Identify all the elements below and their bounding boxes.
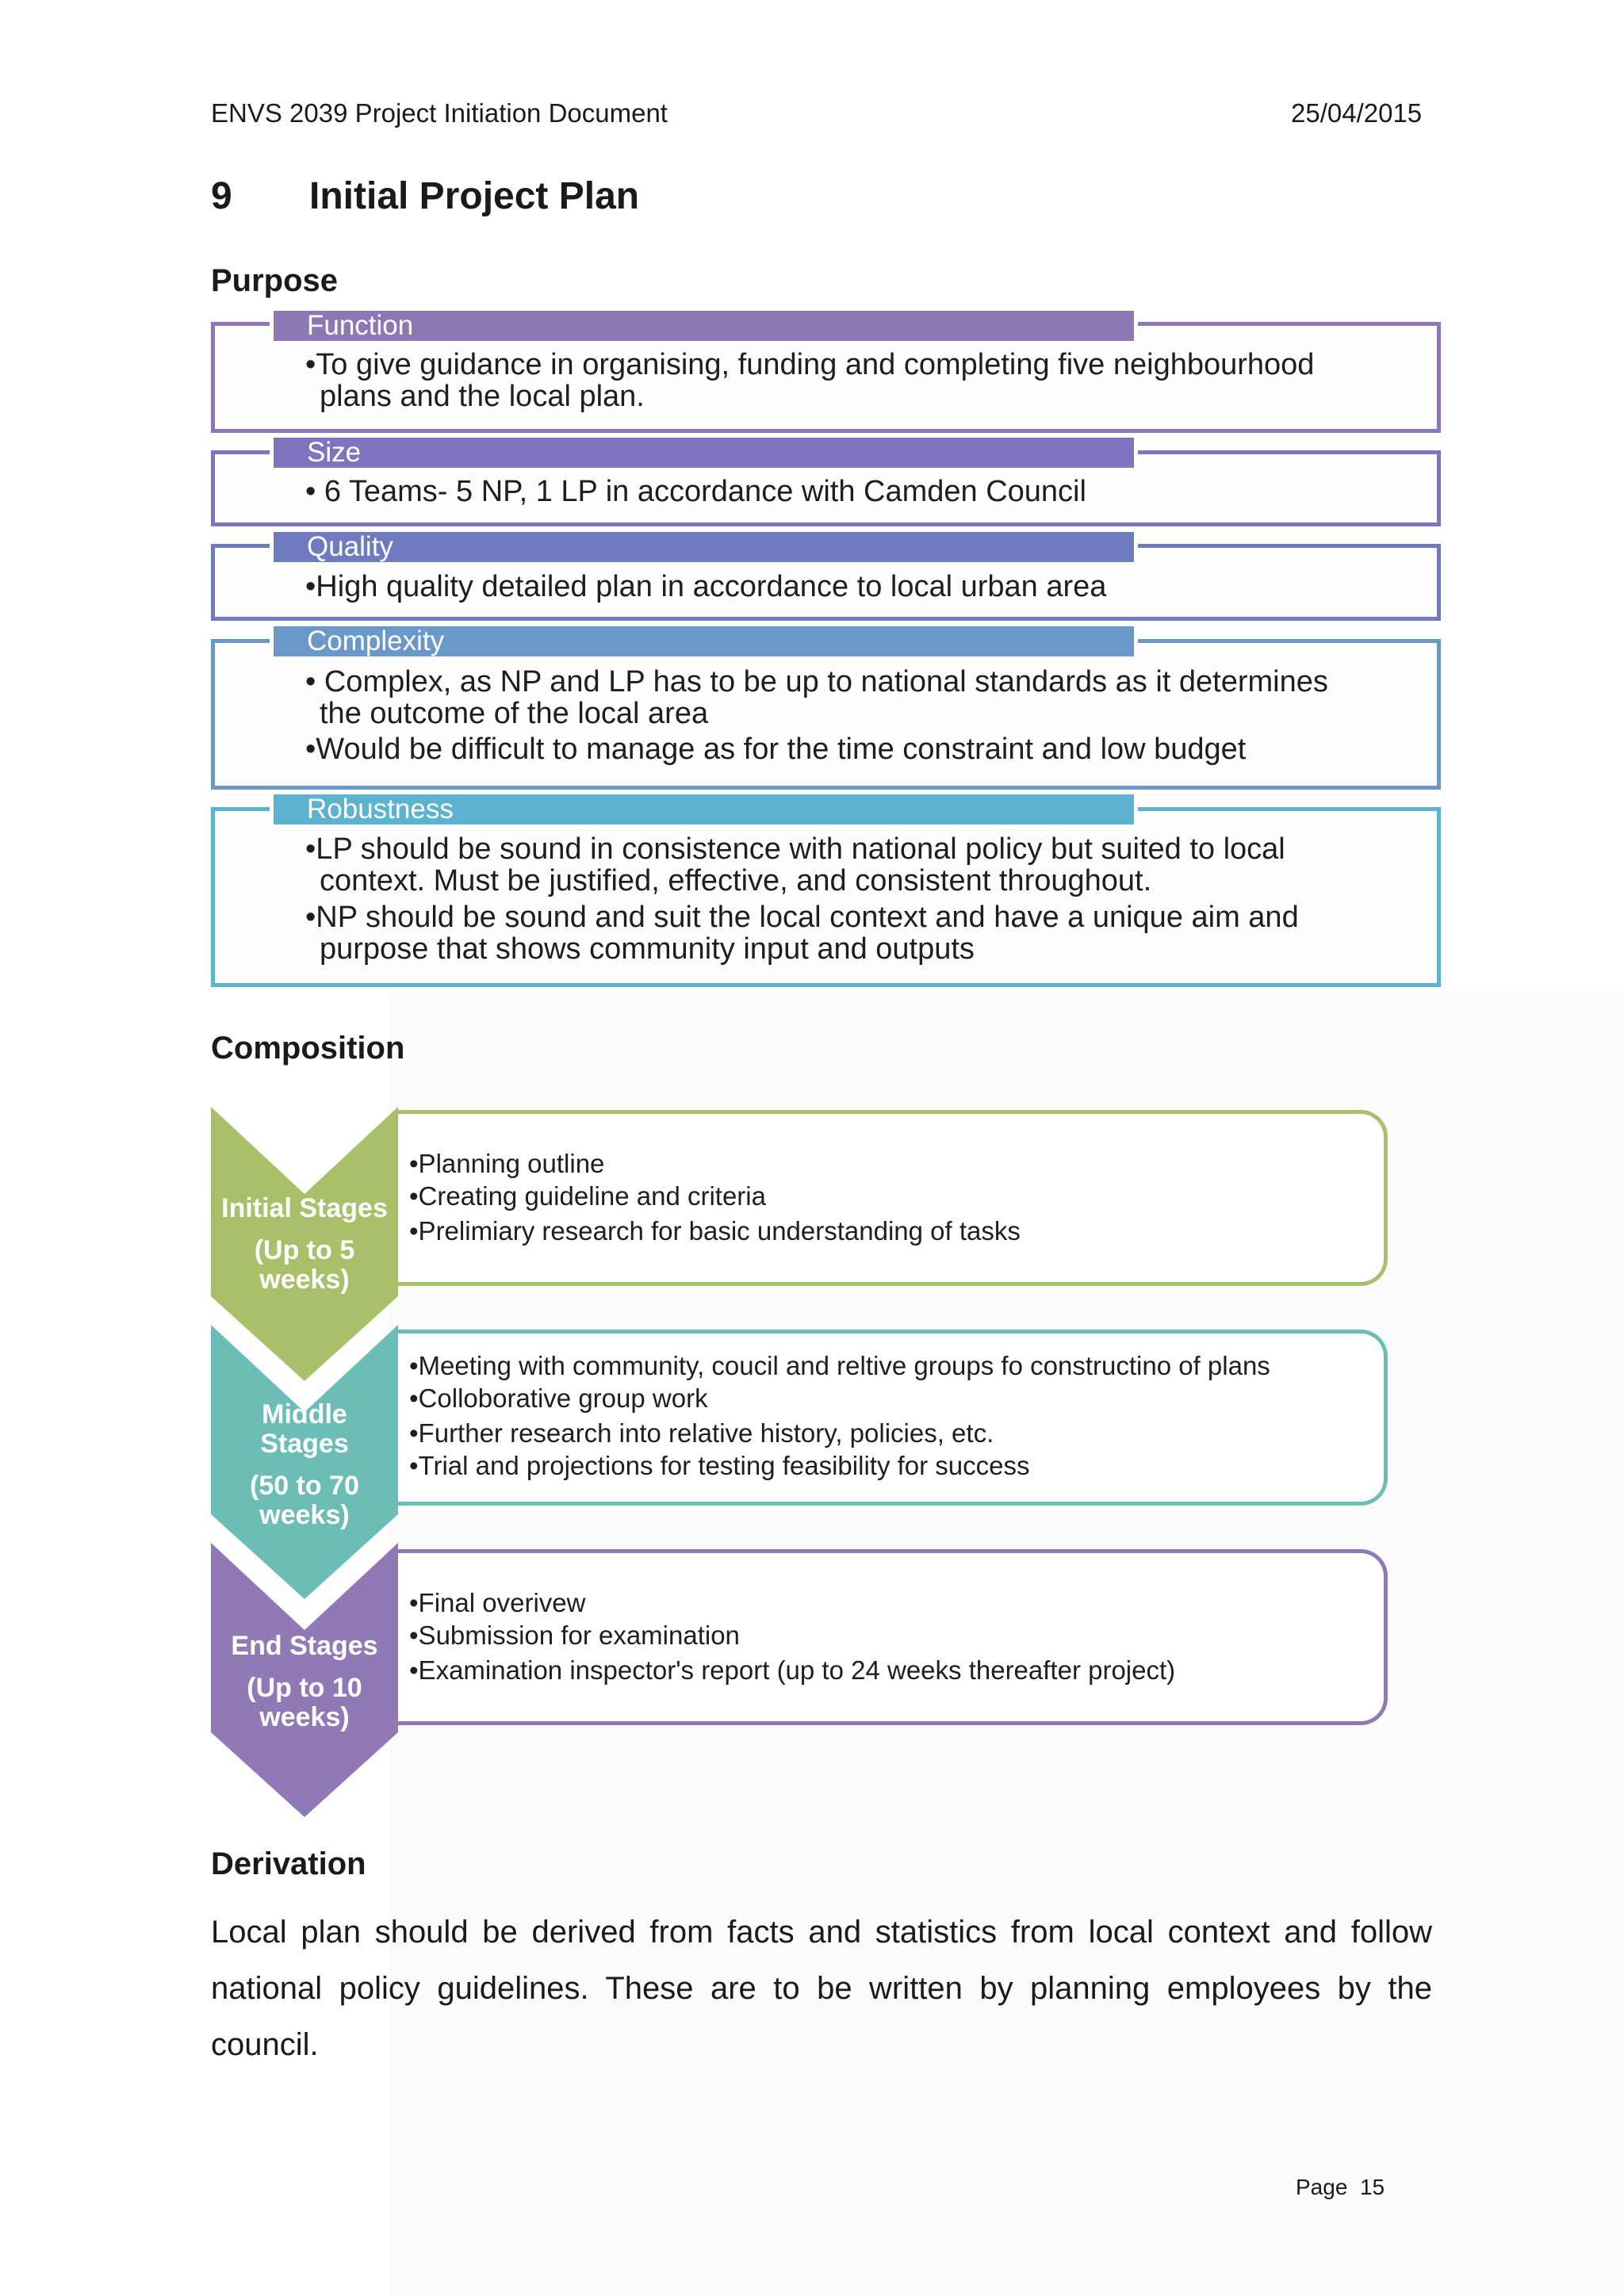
stage-label-end [211,1632,398,1732]
stage-items-end [409,1587,1175,1686]
section-heading [211,174,639,218]
page-number: Page 15 [1296,2175,1385,2199]
bullet-line: •To give guidance in organising, funding and completing five neighbourhood [305,348,1315,381]
stage-name: Middle [262,1399,347,1429]
list-item: •Trial and projections for testing feasibility for success [409,1451,1030,1480]
purpose-label-function: Function [274,311,1134,341]
purpose-label-complexity: Complexity [274,626,1134,656]
bullet-line: • 6 Teams- 5 NP, 1 LP in accordance with Camden Council [305,475,1086,508]
list-item: •Planning outline [409,1149,605,1178]
list-item: •Final overivew [409,1588,586,1617]
purpose-bullet [305,733,1246,765]
list-item: •Further research into relative history, policies, etc. [409,1418,994,1448]
list-item: •Prelimiary research for basic understanding of tasks [409,1216,1021,1246]
stage-items-middle [409,1350,1270,1482]
purpose-bullet [305,571,1106,603]
stage-duration: (50 to 70 [250,1471,359,1501]
list-item: •Examination inspector's report (up to 24 weeks thereafter project) [409,1655,1176,1685]
list-item: •Meeting with community, coucil and reltive groups fo constructino of plans [409,1351,1270,1380]
section-number: 9 [211,175,232,217]
stage-duration: weeks) [259,1500,350,1530]
bullet-line: •LP should be sound in consistence with national policy but suited to local [305,832,1285,866]
derivation-paragraph: Local plan should be derived from facts and statistics from local context and follow national policy guidelines. These are to be written by planning employees by the council. [211,1915,1432,2062]
stage-duration: weeks) [259,1702,350,1732]
stage-name: Initial Stages [221,1193,388,1223]
derivation-heading: Derivation [211,1846,366,1881]
purpose-label-size: Size [274,438,1134,468]
list-item: •Colloborative group work [409,1383,708,1413]
stage-duration: (Up to 10 [247,1673,362,1703]
purpose-bullet [305,476,1086,507]
bullet-line: •High quality detailed plan in accordance to local urban area [305,570,1107,603]
bullet-line: •Would be difficult to manage as for the time constraint and low budget [305,733,1247,766]
bullet-line: context. Must be justified, effective, and consistent throughout. [320,864,1152,897]
list-item: •Creating guideline and criteria [409,1181,766,1211]
purpose-bullet [305,901,1299,965]
composition-heading: Composition [211,1031,405,1066]
stage-name: End Stages [231,1631,378,1661]
bullet-line: the outcome of the local area [320,697,709,730]
bullet-line: • Complex, as NP and LP has to be up to national standards as it determines [305,665,1328,698]
bullet-line: purpose that shows community input and outputs [320,932,975,966]
purpose-label-quality: Quality [274,532,1134,562]
list-item: •Submission for examination [409,1621,740,1650]
purpose-heading: Purpose [211,263,339,298]
bullet-line: plans and the local plan. [320,380,645,413]
stage-label-middle [211,1400,398,1530]
document-header-title: ENVS 2039 Project Initiation Document [211,98,668,128]
stage-label-initial [211,1194,398,1295]
purpose-bullet [305,833,1285,897]
document-header-date: 25/04/2015 [1291,98,1423,128]
purpose-bullet [305,666,1328,729]
stage-items-initial [409,1148,1021,1247]
purpose-bullet [305,349,1314,412]
stage-name: Stages [260,1429,349,1459]
purpose-label-robustness: Robustness [274,794,1134,825]
bullet-line: •NP should be sound and suit the local context and have a unique aim and [305,901,1299,934]
stage-duration: (Up to 5 [254,1235,355,1265]
stage-duration: weeks) [259,1265,350,1295]
section-title: Initial Project Plan [309,175,640,217]
